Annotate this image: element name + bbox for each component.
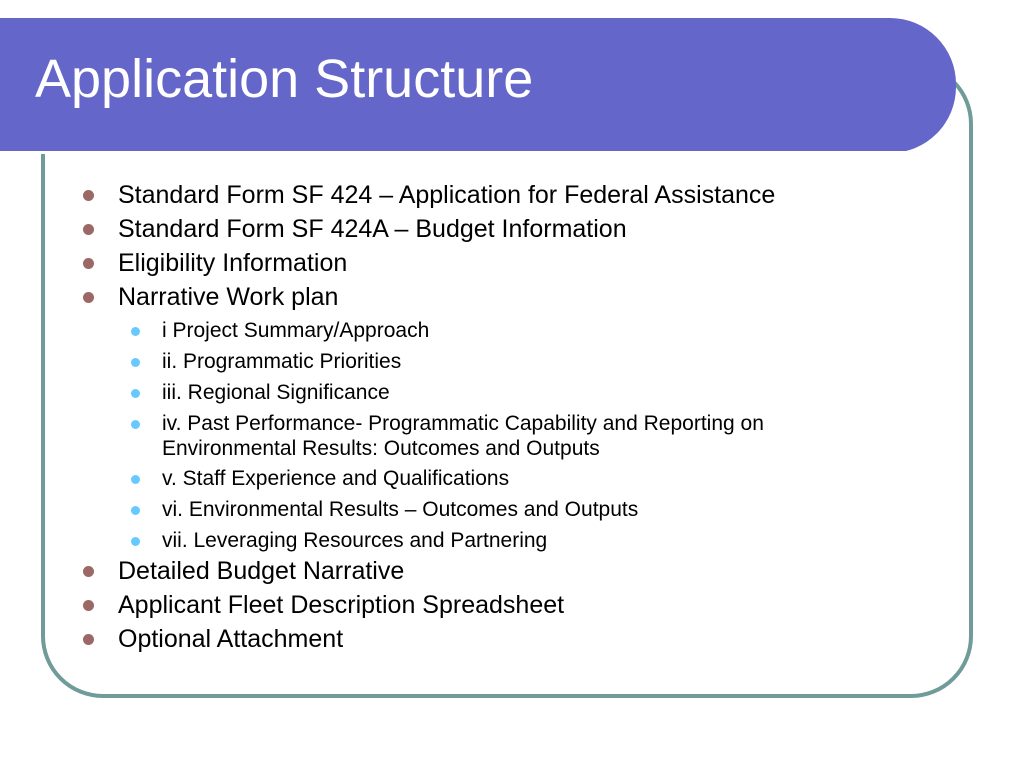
sub-bullet-icon bbox=[131, 506, 140, 515]
sub-bullet-icon bbox=[131, 420, 140, 429]
page-title: Application Structure bbox=[35, 49, 534, 109]
sub-bullet-icon bbox=[131, 475, 140, 484]
sublist-item-text-line-1: iv. Past Performance- Programmatic Capability and Reporting on bbox=[162, 412, 764, 435]
list-item-narrative-work-plan bbox=[118, 282, 338, 312]
list-item-text: Narrative Work plan bbox=[118, 283, 339, 311]
bullet-icon bbox=[83, 600, 94, 611]
list-item-text: Applicant Fleet Description Spreadsheet bbox=[118, 591, 565, 619]
bullet-icon bbox=[83, 224, 94, 235]
list-item-optional-attachment bbox=[118, 624, 343, 654]
sublist-item-text-line-2: Environmental Results: Outcomes and Outputs bbox=[162, 437, 600, 460]
list-item-text: Detailed Budget Narrative bbox=[118, 557, 405, 585]
sublist-item-leveraging-resources bbox=[162, 528, 547, 553]
bullet-icon bbox=[83, 258, 94, 269]
sub-bullet-icon bbox=[131, 358, 140, 367]
sublist-item-past-performance bbox=[162, 411, 764, 461]
bullet-icon bbox=[83, 190, 94, 201]
list-item-text: Optional Attachment bbox=[118, 625, 344, 653]
list-item-sf424 bbox=[118, 180, 775, 210]
sublist-item-regional-significance bbox=[162, 380, 390, 405]
list-item-fleet-spreadsheet bbox=[118, 590, 564, 620]
bullet-icon bbox=[83, 634, 94, 645]
sublist-item-text: ii. Programmatic Priorities bbox=[162, 350, 402, 373]
sublist-item-text: iii. Regional Significance bbox=[162, 381, 390, 404]
sublist-item-environmental-results bbox=[162, 497, 638, 522]
list-item-sf424a bbox=[118, 214, 627, 244]
list-item-text: Standard Form SF 424A – Budget Information bbox=[118, 215, 627, 243]
list-item-eligibility bbox=[118, 248, 347, 278]
list-item-budget-narrative bbox=[118, 556, 404, 586]
sublist-item-text: i Project Summary/Approach bbox=[162, 319, 430, 342]
bullet-icon bbox=[83, 292, 94, 303]
list-item-text: Eligibility Information bbox=[118, 249, 348, 277]
sublist-item-programmatic-priorities bbox=[162, 349, 401, 374]
sublist-item-project-summary bbox=[162, 318, 429, 343]
sublist-item-text: vii. Leveraging Resources and Partnering bbox=[162, 529, 548, 552]
sub-bullet-icon bbox=[131, 537, 140, 546]
sub-bullet-icon bbox=[131, 389, 140, 398]
sub-bullet-icon bbox=[131, 327, 140, 336]
sublist-item-staff-experience bbox=[162, 466, 509, 491]
sublist-item-text: vi. Environmental Results – Outcomes and Outputs bbox=[162, 498, 639, 521]
bullet-icon bbox=[83, 566, 94, 577]
sublist-item-text: v. Staff Experience and Qualifications bbox=[162, 467, 510, 490]
list-item-text: Standard Form SF 424 – Application for Federal Assistance bbox=[118, 181, 776, 209]
